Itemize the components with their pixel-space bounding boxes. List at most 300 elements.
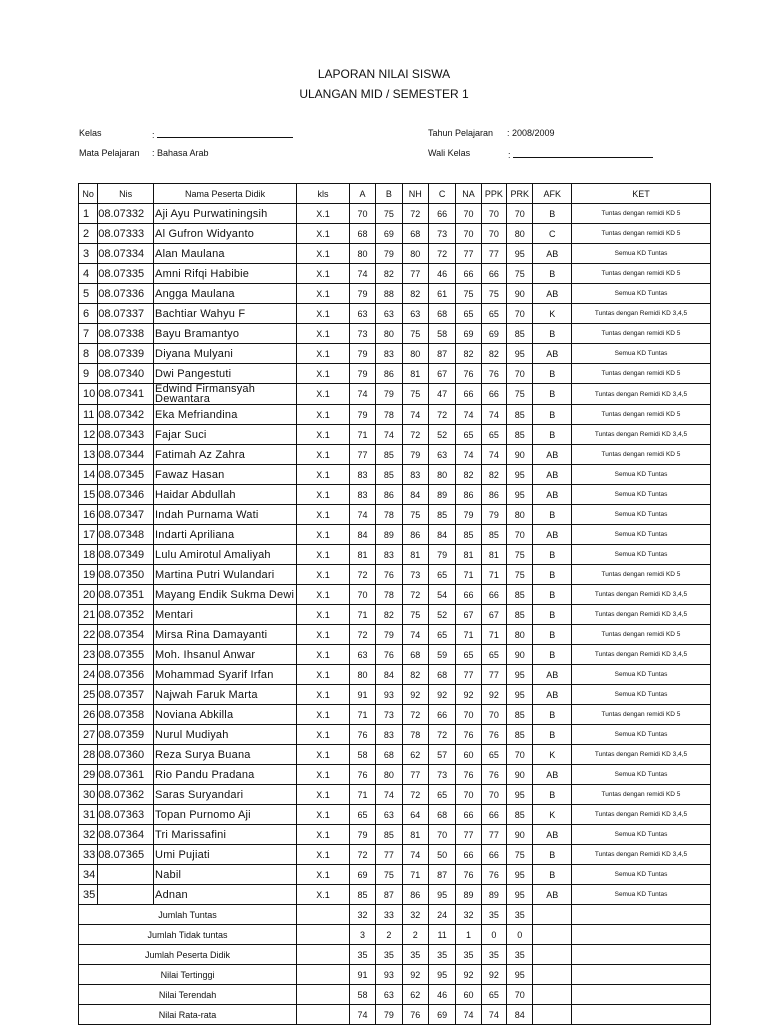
column-header: Nis — [98, 184, 154, 204]
table-cell: X.1 — [297, 645, 350, 665]
table-cell: 2 — [79, 224, 98, 244]
table-cell: 85 — [507, 725, 533, 745]
table-cell: 74 — [456, 445, 481, 465]
table-cell — [98, 885, 154, 905]
table-row — [79, 405, 711, 425]
table-cell: B — [533, 204, 572, 224]
table-cell: 70 — [456, 204, 481, 224]
table-cell: X.1 — [297, 585, 350, 605]
summary-label: Nilai Rata-rata — [79, 1005, 297, 1025]
table-cell: Al Gufron Widyanto — [154, 224, 297, 244]
table-cell: 19 — [79, 565, 98, 585]
table-cell: Tuntas dengan Remidi KD 3,4,5 — [571, 425, 710, 445]
table-cell: 72 — [428, 725, 455, 745]
table-row — [79, 865, 711, 885]
table-cell: 72 — [428, 405, 455, 425]
table-cell: 81 — [481, 545, 506, 565]
table-cell: Mirsa Rina Damayanti — [154, 625, 297, 645]
table-cell: K — [533, 745, 572, 765]
summary-value: 35 — [481, 945, 506, 965]
summary-empty-cell — [533, 925, 572, 945]
table-cell: 65 — [481, 304, 506, 324]
table-cell: Martina Putri Wulandari — [154, 565, 297, 585]
table-cell: 59 — [428, 645, 455, 665]
table-cell: 65 — [428, 785, 455, 805]
table-row — [79, 384, 711, 405]
table-cell: 85 — [376, 465, 402, 485]
table-cell: Mentari — [154, 605, 297, 625]
table-cell: 76 — [349, 725, 375, 745]
table-cell: 20 — [79, 585, 98, 605]
table-row — [79, 485, 711, 505]
table-cell: 70 — [507, 204, 533, 224]
table-cell: 65 — [456, 425, 481, 445]
table-cell: 71 — [349, 605, 375, 625]
table-cell: 93 — [376, 685, 402, 705]
table-cell: X.1 — [297, 244, 350, 264]
table-cell: Adnan — [154, 885, 297, 905]
table-cell: X.1 — [297, 224, 350, 244]
summary-empty-cell — [297, 1005, 350, 1025]
table-row — [79, 525, 711, 545]
summary-empty-cell — [571, 945, 710, 965]
table-cell: 70 — [481, 705, 506, 725]
table-cell: 08.07362 — [98, 785, 154, 805]
table-cell: 74 — [402, 625, 428, 645]
table-cell: B — [533, 605, 572, 625]
table-cell: 75 — [507, 845, 533, 865]
table-cell: 76 — [456, 364, 481, 384]
summary-label: Nilai Terendah — [79, 985, 297, 1005]
table-cell: 72 — [402, 785, 428, 805]
table-cell: 70 — [507, 364, 533, 384]
table-cell: 33 — [79, 845, 98, 865]
table-cell: Tuntas dengan remidi KD 5 — [571, 405, 710, 425]
table-cell: 54 — [428, 585, 455, 605]
table-cell: 80 — [428, 465, 455, 485]
table-cell: X.1 — [297, 845, 350, 865]
table-cell: 71 — [456, 625, 481, 645]
table-cell: 61 — [428, 284, 455, 304]
table-cell: 7 — [79, 324, 98, 344]
table-cell: 85 — [507, 705, 533, 725]
summary-label: Jumlah Tidak tuntas — [79, 925, 297, 945]
table-row — [79, 324, 711, 344]
table-cell: 60 — [456, 745, 481, 765]
table-cell: X.1 — [297, 485, 350, 505]
table-cell: 75 — [507, 384, 533, 405]
summary-empty-cell — [297, 945, 350, 965]
table-cell: Semua KD Tuntas — [571, 765, 710, 785]
table-cell: 58 — [428, 324, 455, 344]
table-cell: 52 — [428, 425, 455, 445]
table-cell: 83 — [376, 725, 402, 745]
table-cell: 69 — [456, 324, 481, 344]
table-cell: X.1 — [297, 364, 350, 384]
table-cell: 70 — [349, 585, 375, 605]
table-cell: 69 — [349, 865, 375, 885]
table-cell: 68 — [428, 805, 455, 825]
kelas-label: Kelas — [79, 128, 102, 138]
table-cell: 26 — [79, 705, 98, 725]
table-row — [79, 805, 711, 825]
table-cell: Umi Pujiati — [154, 845, 297, 865]
table-cell: 83 — [402, 465, 428, 485]
table-cell: X.1 — [297, 425, 350, 445]
table-cell: Mohammad Syarif Irfan — [154, 665, 297, 685]
table-cell: X.1 — [297, 805, 350, 825]
table-cell: Moh. Ihsanul Anwar — [154, 645, 297, 665]
table-cell: B — [533, 364, 572, 384]
table-cell: Semua KD Tuntas — [571, 725, 710, 745]
table-cell: 76 — [481, 865, 506, 885]
table-cell: Eka Mefriandina — [154, 405, 297, 425]
column-header: Nama Peserta Didik — [154, 184, 297, 204]
table-cell: 08.07345 — [98, 465, 154, 485]
table-cell: Semua KD Tuntas — [571, 525, 710, 545]
summary-value: 63 — [376, 985, 402, 1005]
table-cell: 65 — [481, 645, 506, 665]
table-row — [79, 625, 711, 645]
table-cell: Aji Ayu Purwatiningsih — [154, 204, 297, 224]
table-cell: 68 — [376, 745, 402, 765]
table-cell: Tuntas dengan remidi KD 5 — [571, 565, 710, 585]
table-cell: 87 — [428, 865, 455, 885]
kelas-separator: : — [152, 130, 155, 140]
wali-field — [508, 148, 653, 160]
table-cell: 92 — [456, 685, 481, 705]
table-cell: 08.07358 — [98, 705, 154, 725]
table-cell: 46 — [428, 264, 455, 284]
table-row — [79, 425, 711, 445]
table-cell: X.1 — [297, 324, 350, 344]
table-cell: Semua KD Tuntas — [571, 665, 710, 685]
table-cell: 86 — [402, 885, 428, 905]
table-cell: X.1 — [297, 505, 350, 525]
table-cell: 70 — [428, 825, 455, 845]
table-cell: 73 — [428, 224, 455, 244]
table-cell: 70 — [481, 224, 506, 244]
table-cell: 75 — [481, 284, 506, 304]
table-cell: 95 — [507, 885, 533, 905]
table-cell: 08.07360 — [98, 745, 154, 765]
table-cell: Semua KD Tuntas — [571, 244, 710, 264]
summary-value: 3 — [349, 925, 375, 945]
table-cell: Topan Purnomo Aji — [154, 805, 297, 825]
tahun-label: Tahun Pelajaran — [428, 128, 494, 138]
summary-row — [79, 965, 711, 985]
table-cell: 91 — [349, 685, 375, 705]
table-cell: B — [533, 725, 572, 745]
table-cell: 24 — [79, 665, 98, 685]
summary-value: 65 — [481, 985, 506, 1005]
table-row — [79, 224, 711, 244]
table-cell: 67 — [481, 605, 506, 625]
table-row — [79, 785, 711, 805]
table-cell: 73 — [428, 765, 455, 785]
table-cell: 74 — [349, 384, 375, 405]
table-cell: Reza Surya Buana — [154, 745, 297, 765]
table-cell: Nabil — [154, 865, 297, 885]
summary-value: 46 — [428, 985, 455, 1005]
table-cell: Noviana Abkilla — [154, 705, 297, 725]
table-cell: 87 — [428, 344, 455, 364]
table-cell: 08.07363 — [98, 805, 154, 825]
table-cell: K — [533, 304, 572, 324]
table-cell: Tuntas dengan remidi KD 5 — [571, 705, 710, 725]
table-cell: 14 — [79, 465, 98, 485]
table-row — [79, 765, 711, 785]
table-cell: AB — [533, 284, 572, 304]
table-cell: 86 — [456, 485, 481, 505]
table-cell: 75 — [507, 545, 533, 565]
table-row — [79, 825, 711, 845]
table-cell: 72 — [402, 585, 428, 605]
table-cell: Diyana Mulyani — [154, 344, 297, 364]
table-cell: 76 — [456, 865, 481, 885]
table-row — [79, 445, 711, 465]
table-cell: 65 — [456, 304, 481, 324]
summary-label: Jumlah Tuntas — [79, 905, 297, 925]
table-cell: 10 — [79, 384, 98, 405]
table-cell: X.1 — [297, 565, 350, 585]
table-cell: 50 — [428, 845, 455, 865]
table-cell: 95 — [428, 885, 455, 905]
table-row — [79, 685, 711, 705]
table-cell: 90 — [507, 445, 533, 465]
table-cell: Alan Maulana — [154, 244, 297, 264]
table-cell: Semua KD Tuntas — [571, 284, 710, 304]
table-cell: 75 — [376, 865, 402, 885]
table-cell: 66 — [428, 204, 455, 224]
table-cell: 80 — [376, 765, 402, 785]
table-cell: 52 — [428, 605, 455, 625]
table-cell: 08.07337 — [98, 304, 154, 324]
column-header: B — [376, 184, 402, 204]
table-cell: 76 — [481, 364, 506, 384]
table-cell: X.1 — [297, 885, 350, 905]
table-cell: 63 — [349, 645, 375, 665]
table-cell: 90 — [507, 825, 533, 845]
table-cell: 66 — [481, 384, 506, 405]
table-cell: 74 — [481, 445, 506, 465]
summary-value: 69 — [428, 1005, 455, 1025]
table-row — [79, 304, 711, 324]
table-cell: 70 — [481, 204, 506, 224]
wali-blank-line — [513, 148, 653, 158]
column-header: No — [79, 184, 98, 204]
table-cell: 75 — [402, 324, 428, 344]
table-cell: 08.07332 — [98, 204, 154, 224]
table-cell: Semua KD Tuntas — [571, 485, 710, 505]
summary-value: 0 — [481, 925, 506, 945]
table-cell: X.1 — [297, 284, 350, 304]
table-cell: 08.07364 — [98, 825, 154, 845]
table-cell: 83 — [349, 485, 375, 505]
table-cell: 75 — [507, 264, 533, 284]
summary-value: 11 — [428, 925, 455, 945]
table-cell: AB — [533, 885, 572, 905]
table-cell: 6 — [79, 304, 98, 324]
table-cell: 81 — [349, 545, 375, 565]
table-cell: 66 — [456, 805, 481, 825]
table-cell: 79 — [349, 284, 375, 304]
table-cell: 95 — [507, 465, 533, 485]
table-cell: 95 — [507, 244, 533, 264]
table-cell: 89 — [428, 485, 455, 505]
table-cell: 89 — [456, 885, 481, 905]
table-cell: 78 — [376, 505, 402, 525]
table-cell: 28 — [79, 745, 98, 765]
table-cell: 65 — [428, 565, 455, 585]
table-cell: 80 — [402, 244, 428, 264]
column-header: AFK — [533, 184, 572, 204]
table-cell: 74 — [402, 405, 428, 425]
table-cell: Bayu Bramantyo — [154, 324, 297, 344]
column-header: NA — [456, 184, 481, 204]
summary-value: 92 — [481, 965, 506, 985]
table-cell: B — [533, 625, 572, 645]
table-cell: 73 — [376, 705, 402, 725]
table-cell: 95 — [507, 665, 533, 685]
table-cell: 08.07338 — [98, 324, 154, 344]
table-cell: 08.07347 — [98, 505, 154, 525]
table-cell: 08.07340 — [98, 364, 154, 384]
table-cell: 63 — [402, 304, 428, 324]
table-cell: Tri Marissafini — [154, 825, 297, 845]
table-cell: 08.07335 — [98, 264, 154, 284]
table-cell: Angga Maulana — [154, 284, 297, 304]
table-cell: 74 — [481, 405, 506, 425]
table-cell: 63 — [376, 805, 402, 825]
table-cell: 63 — [428, 445, 455, 465]
table-row — [79, 204, 711, 224]
table-cell: 77 — [481, 825, 506, 845]
table-cell: 84 — [376, 665, 402, 685]
table-cell: Tuntas dengan Remidi KD 3,4,5 — [571, 645, 710, 665]
table-cell: Edwind Firmansyah Dewantara — [154, 384, 297, 405]
table-cell: 79 — [402, 445, 428, 465]
summary-empty-cell — [297, 925, 350, 945]
grades-table — [78, 183, 711, 1025]
table-cell: 75 — [456, 284, 481, 304]
table-cell: 86 — [376, 485, 402, 505]
table-cell: 62 — [402, 745, 428, 765]
summary-empty-cell — [533, 985, 572, 1005]
table-cell: 85 — [456, 525, 481, 545]
table-cell: 70 — [507, 304, 533, 324]
table-cell: 85 — [507, 605, 533, 625]
summary-value: 35 — [349, 945, 375, 965]
table-cell: Tuntas dengan remidi KD 5 — [571, 625, 710, 645]
table-cell: AB — [533, 685, 572, 705]
summary-value: 84 — [507, 1005, 533, 1025]
table-cell: 79 — [428, 545, 455, 565]
table-cell: 77 — [402, 765, 428, 785]
summary-empty-cell — [533, 945, 572, 965]
table-cell: B — [533, 384, 572, 405]
table-cell: 85 — [507, 805, 533, 825]
table-cell: 79 — [349, 825, 375, 845]
table-cell: Indah Purnama Wati — [154, 505, 297, 525]
summary-empty-cell — [571, 905, 710, 925]
table-cell: 08.07341 — [98, 384, 154, 405]
table-cell: X.1 — [297, 525, 350, 545]
table-cell: 70 — [481, 785, 506, 805]
table-cell: Lulu Amirotul Amaliyah — [154, 545, 297, 565]
summary-value: 1 — [456, 925, 481, 945]
table-cell: 73 — [349, 324, 375, 344]
table-cell: B — [533, 565, 572, 585]
table-cell: 72 — [349, 845, 375, 865]
table-row — [79, 585, 711, 605]
table-cell: Tuntas dengan Remidi KD 3,4,5 — [571, 605, 710, 625]
table-cell: 66 — [428, 705, 455, 725]
table-cell: 92 — [402, 685, 428, 705]
summary-value: 2 — [402, 925, 428, 945]
table-cell: B — [533, 705, 572, 725]
table-cell: Nurul Mudiyah — [154, 725, 297, 745]
summary-value: 92 — [402, 965, 428, 985]
table-cell: 16 — [79, 505, 98, 525]
summary-value: 62 — [402, 985, 428, 1005]
table-cell: B — [533, 785, 572, 805]
mapel-value: : Bahasa Arab — [152, 148, 209, 158]
table-cell: C — [533, 224, 572, 244]
table-cell: Semua KD Tuntas — [571, 465, 710, 485]
table-cell: X.1 — [297, 445, 350, 465]
table-cell: B — [533, 324, 572, 344]
table-cell: 85 — [349, 885, 375, 905]
table-cell: 86 — [376, 364, 402, 384]
table-cell: 79 — [376, 625, 402, 645]
table-cell: 71 — [349, 785, 375, 805]
table-cell: 90 — [507, 765, 533, 785]
table-cell: B — [533, 645, 572, 665]
summary-value: 58 — [349, 985, 375, 1005]
summary-value: 60 — [456, 985, 481, 1005]
table-cell: 78 — [402, 725, 428, 745]
column-header: NH — [402, 184, 428, 204]
table-cell: 66 — [456, 264, 481, 284]
table-row — [79, 885, 711, 905]
table-cell: 58 — [349, 745, 375, 765]
column-header: A — [349, 184, 375, 204]
table-cell: 81 — [402, 545, 428, 565]
summary-empty-cell — [297, 905, 350, 925]
column-header: kls — [297, 184, 350, 204]
table-cell: 85 — [376, 445, 402, 465]
table-cell: AB — [533, 525, 572, 545]
table-cell: 71 — [349, 705, 375, 725]
table-cell: 87 — [376, 885, 402, 905]
table-cell: 89 — [481, 885, 506, 905]
summary-value: 74 — [481, 1005, 506, 1025]
table-row — [79, 545, 711, 565]
table-cell: Indarti Apriliana — [154, 525, 297, 545]
table-cell: 95 — [507, 685, 533, 705]
summary-value: 35 — [481, 905, 506, 925]
table-cell: X.1 — [297, 264, 350, 284]
table-cell: X.1 — [297, 625, 350, 645]
table-cell: 5 — [79, 284, 98, 304]
table-cell: 80 — [349, 665, 375, 685]
table-cell: 25 — [79, 685, 98, 705]
table-cell: AB — [533, 244, 572, 264]
summary-empty-cell — [297, 965, 350, 985]
table-cell: 11 — [79, 405, 98, 425]
column-header: C — [428, 184, 455, 204]
